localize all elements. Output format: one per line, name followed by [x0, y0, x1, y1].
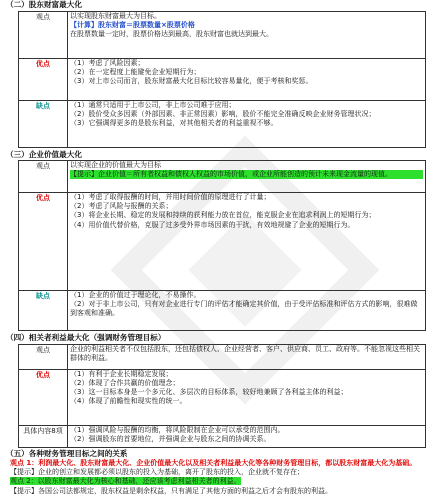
- table-row: [19, 425, 426, 447]
- section-title-enterprise-value: （三）企业价值最大化: [6, 149, 82, 159]
- text-line: （2）股价受众多因素（外部因素、非正常因素）影响，股价不能完全准确反映企业财务管理状况；: [70, 109, 376, 118]
- table-shareholder-wealth: [18, 11, 426, 148]
- viewpoint-1: 观点 1：利润最大化、股东财富最大化、企业价值最大化以及相关者利益最大化等各种财务管理目标，都以股东财富最大化为基础。: [10, 459, 417, 467]
- content-cell: [68, 425, 426, 447]
- text-line: （4）体现了前瞻性和现实性的统一。: [70, 397, 187, 406]
- text-line: （1）企业的价值过于理论化，不易操作。: [70, 291, 201, 299]
- section-title-shareholder-wealth: （二）股东财富最大化: [6, 0, 82, 9]
- text-line: （1）考虑了风险因素；: [70, 58, 145, 67]
- table-stakeholder-interest: [18, 344, 426, 448]
- section-title-relationship: （五）各种财务管理目标之间的关系: [6, 448, 128, 458]
- tip-1: 【提示】企业的创立和发展都必须以股东的投入为基础，离开了股东的投入，企业就不复存在；: [10, 468, 304, 477]
- pros-cell: [68, 193, 426, 291]
- row-label-cons: 缺点: [19, 100, 68, 147]
- row-label-content: 具体内容8项: [19, 425, 68, 447]
- tip-2: 【提示】各国公司法都规定，股东权益是剩余权益，只有满足了其他方面的利益之后才会有股东的利益。: [10, 486, 332, 495]
- text-line: （2）在一定程度上能避免企业短期行为；: [70, 67, 201, 76]
- text-line: （4）用价值代替价格，克服了过多受外界市场因素的干扰，有效地规避了企业的短期行为。: [70, 220, 355, 229]
- table-enterprise-value: [18, 160, 426, 331]
- viewpoint-cell: [68, 161, 426, 193]
- row-label-viewpoint: 观点: [19, 11, 68, 58]
- formula-line: 【计算】股东财富＝股票数量×股票价格: [70, 20, 195, 29]
- text-line: 在股票数量一定时，股票价格达到最高，股东财富也就达到最大。: [70, 29, 273, 38]
- viewpoint-2: 观点 2：以股东财富最大化为核心和基础，还应该考虑利益相关者的利益。: [10, 477, 241, 486]
- table-row: [19, 193, 426, 291]
- section-title-stakeholder-interest: （四）相关者利益最大化（强调财务管理目标）: [6, 333, 166, 342]
- table-row: [19, 161, 426, 193]
- row-label-viewpoint: 观点: [19, 344, 68, 369]
- cons-cell: [68, 100, 426, 147]
- row-label-cons: 缺点: [19, 291, 68, 331]
- cons-cell: [68, 291, 426, 331]
- row-label-viewpoint: 观点: [19, 161, 68, 193]
- table-row: [19, 100, 426, 147]
- row-label-pros: 优点: [19, 369, 68, 425]
- viewpoint-cell: [68, 11, 426, 58]
- table-row: [19, 58, 426, 100]
- text-line: （3）将企业长期、稳定的发展和持续的获利能力放在首位，能克服企业在追求利润上的短期行为；: [70, 211, 376, 220]
- text-line: （1）通常只适用于上市公司，非上市公司难于应用；: [70, 100, 236, 109]
- table-row: [19, 11, 426, 58]
- pros-cell: [68, 369, 426, 425]
- text-line: （2）体现了合作共赢的价值理念；: [70, 378, 180, 387]
- text-line: （2）考虑了风险与报酬的关系；: [70, 202, 173, 211]
- relationship-section: [0, 459, 440, 496]
- row-label-pros: 优点: [19, 58, 68, 100]
- text-line: （3）它强调得更多的是股东利益，对其他相关者的利益重视不够。: [70, 118, 278, 127]
- text-line: （1）考虑了取得报酬的时间，并用时间价值的原理进行了计量；: [70, 193, 271, 201]
- text-line: 以实现企业的价值最大为目标: [70, 161, 161, 169]
- table-row: [19, 344, 426, 369]
- row-label-pros: 优点: [19, 193, 68, 291]
- viewpoint-cell: [68, 344, 426, 369]
- text-line: 企业的利益相关者不仅包括股东，还包括债权人、企业经营者、客户、供应商、员工、政府等。不能忽视这些相关群体的利益。: [70, 344, 420, 362]
- text-line: （1）有利于企业长期稳定发展；: [70, 369, 173, 378]
- text-line: （3）这一目标本身是一个多元化、多层次的目标体系，较好地兼顾了各利益主体的利益；: [70, 387, 348, 396]
- text-line: （2）强调股东的首要地位，并强调企业与股东之间的协调关系。: [70, 434, 271, 443]
- pros-cell: [68, 58, 426, 100]
- highlight-line: 【提示】企业价值＝所有者权益和债权人权益的市场价值，或企业所能创造的预计未来现金流量的现值。: [70, 170, 423, 179]
- text-line: 以实现股东财富最大为目标。: [70, 11, 161, 20]
- text-line: （1）强调风险与报酬的均衡，将风险限制在企业可以承受的范围内。: [70, 425, 285, 434]
- text-line: （2）对于非上市公司，只有对企业进行专门的评估才能确定其价值，由于受评估标准和评估方式的影响，很难做到客观和准确。: [70, 300, 418, 318]
- text-line: （3）对上市公司而言，股东财富最大化目标比较容易量化，便于考核和奖惩。: [70, 76, 313, 85]
- table-row: [19, 369, 426, 425]
- table-row: [19, 291, 426, 331]
